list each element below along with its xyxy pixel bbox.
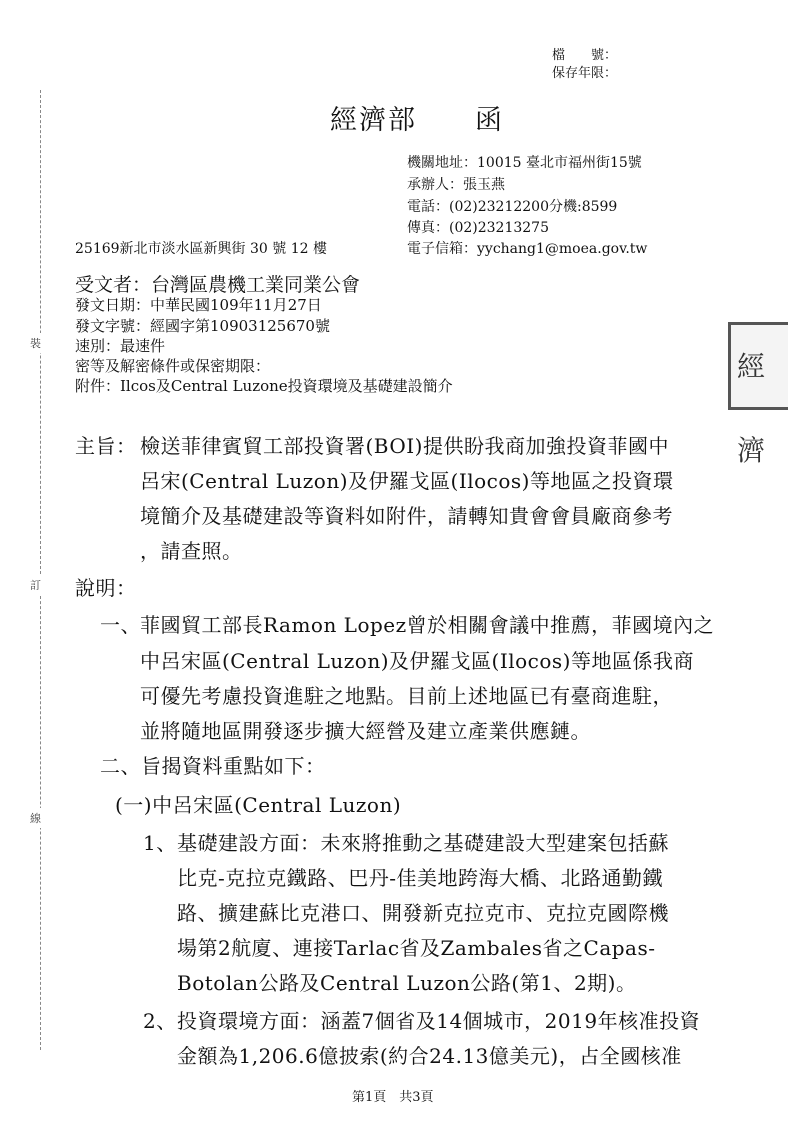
item2-label: 二、旨揭資料重點如下： bbox=[100, 754, 326, 778]
margin-mark-middle: 訂 bbox=[30, 575, 41, 595]
document-number: 發文字號：經國字第10903125670號 bbox=[75, 317, 330, 335]
sub1-label: (一)中呂宋區(Central Luzon) bbox=[115, 793, 402, 817]
margin-mark-bottom: 線 bbox=[30, 808, 41, 828]
seal-stamp-text: 經濟 bbox=[737, 350, 766, 467]
point1-line-2: 比克-克拉克鐵路、巴丹-佳美地跨海大橋、北路通勤鐵 bbox=[177, 866, 664, 890]
phone: 電話：(02)23212200分機:8599 bbox=[407, 199, 618, 215]
explanation-label: 說明： bbox=[75, 576, 137, 600]
binding-line bbox=[40, 90, 41, 1050]
secrecy-level: 密等及解密條件或保密期限： bbox=[75, 357, 271, 375]
margin-mark-top: 裝 bbox=[30, 333, 41, 353]
subject-line-2: 呂宋(Central Luzon)及伊羅戈區(Ilocos)等地區之投資環 bbox=[140, 469, 674, 493]
point1-line-5: Botolan公路及Central Luzon公路(第1、2期)。 bbox=[177, 971, 637, 995]
fax: 傳真：(02)23213275 bbox=[407, 220, 549, 236]
item1-line-3: 可優先考慮投資進駐之地點。目前上述地區已有臺商進駐， bbox=[140, 684, 673, 708]
point2-label: 2、 bbox=[143, 1009, 177, 1033]
subject-line-3: 境簡介及基礎建設等資料如附件，請轉知貴會會員廠商參考 bbox=[140, 504, 673, 528]
handler: 承辦人：張玉燕 bbox=[407, 177, 505, 193]
recipient-address: 25169新北市淡水區新興街 30 號 12 樓 bbox=[75, 241, 327, 257]
item1-line-2: 中呂宋區(Central Luzon)及伊羅戈區(Ilocos)等地區係我商 bbox=[140, 649, 694, 673]
seal-stamp bbox=[728, 322, 788, 467]
file-number-label: 檔 號： bbox=[552, 48, 618, 63]
subject-line-4: ，請查照。 bbox=[140, 539, 243, 563]
retention-period-label: 保存年限： bbox=[552, 66, 618, 81]
recipient: 受文者：台灣區農機工業同業公會 bbox=[75, 274, 361, 296]
attachment: 附件：Ilcos及Central Luzone投資環境及基礎建設簡介 bbox=[75, 377, 453, 395]
document-title: 經濟部 函 bbox=[330, 105, 504, 136]
point1-line-3: 路、擴建蘇比克港口、開發新克拉克市、克拉克國際機 bbox=[177, 901, 669, 925]
subject-label: 主旨： bbox=[75, 434, 137, 458]
point2-line-2: 金額為1,206.6億披索(約合24.13億美元)，占全國核准 bbox=[177, 1044, 682, 1068]
point1-label: 1、 bbox=[143, 831, 177, 855]
item1-line-1: 菲國貿工部長Ramon Lopez曾於相關會議中推薦，菲國境內之 bbox=[140, 613, 715, 637]
issue-date: 發文日期：中華民國109年11月27日 bbox=[75, 296, 322, 314]
subject-line-1: 檢送菲律賓貿工部投資署(BOI)提供盼我商加強投資菲國中 bbox=[140, 434, 669, 458]
point1-line-4: 場第2航廈、連接Tarlac省及Zambales省之Capas- bbox=[177, 936, 656, 960]
point1-line-1: 基礎建設方面：未來將推動之基礎建設大型建案包括蘇 bbox=[177, 831, 669, 855]
page-footer: 第1頁 共3頁 bbox=[352, 1090, 434, 1105]
email: 電子信箱：yychang1@moea.gov.tw bbox=[407, 241, 648, 257]
speed-class: 速別：最速件 bbox=[75, 337, 166, 355]
agency-address: 機關地址：10015 臺北市福州街15號 bbox=[407, 155, 642, 171]
item1-line-4: 並將隨地區開發逐步擴大經營及建立產業供應鏈。 bbox=[140, 719, 591, 743]
item1-label: 一、 bbox=[100, 613, 141, 637]
point2-line-1: 投資環境方面：涵蓋7個省及14個城市，2019年核准投資 bbox=[177, 1009, 701, 1033]
